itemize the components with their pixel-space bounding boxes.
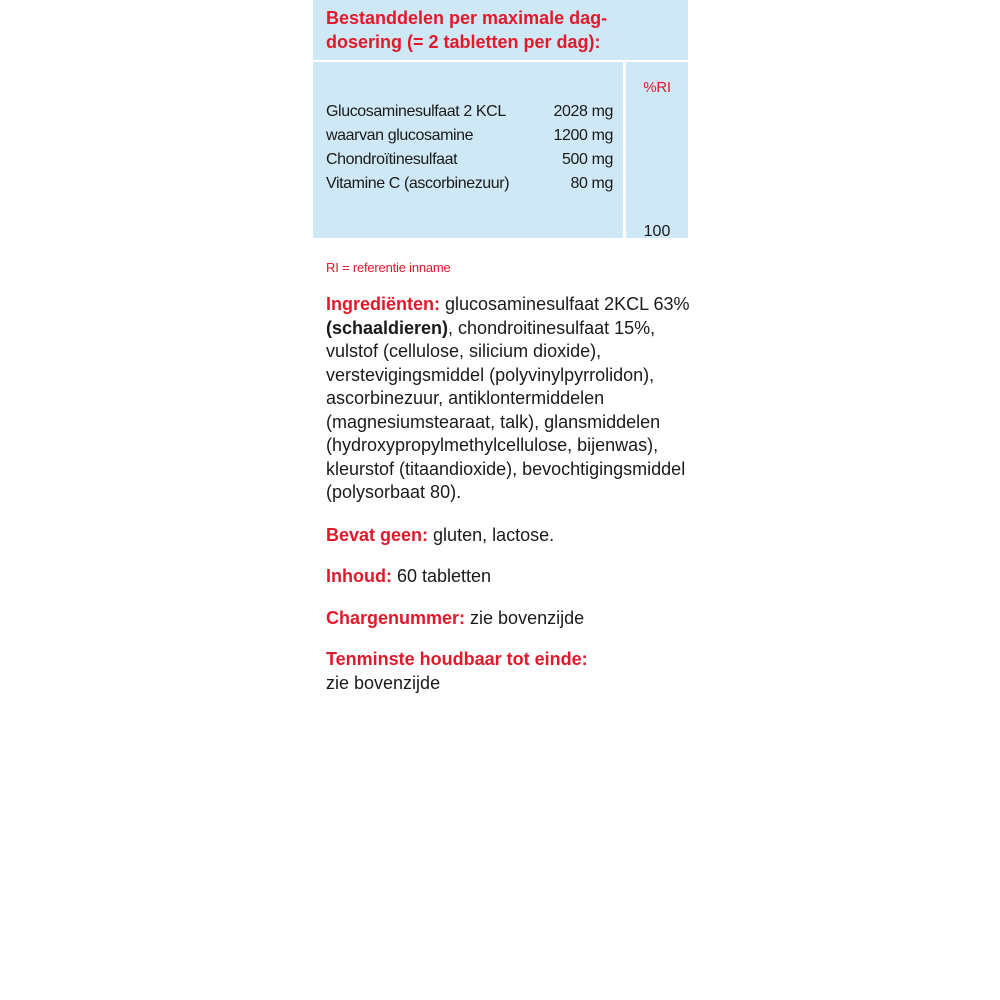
- row-amount: 500 mg: [562, 151, 613, 168]
- row-name: Glucosaminesulfaat 2 KCL: [326, 103, 506, 120]
- ingredients-section: [326, 293, 691, 505]
- ri-value: [626, 196, 688, 220]
- houdbaar-value: zie bovenzijde: [326, 672, 441, 693]
- row-amount: 1200 mg: [553, 127, 613, 144]
- row-name: waarvan glucosamine: [326, 127, 474, 144]
- houdbaar-section: [326, 648, 691, 695]
- table-row: [326, 148, 613, 172]
- table-row: [326, 172, 613, 196]
- bevat-geen-value: gluten, lactose.: [428, 524, 555, 545]
- nutrition-table: [313, 62, 688, 238]
- ri-column: [626, 62, 688, 238]
- bevat-geen-label: Bevat geen:: [326, 524, 429, 545]
- table-row: [326, 100, 613, 124]
- ingredients-text-1: glucosaminesulfaat 2KCL 63%: [440, 294, 690, 314]
- chargenummer-section: [326, 607, 691, 631]
- inhoud-value: 60 tabletten: [391, 566, 492, 586]
- allergen-text: (schaaldieren): [326, 317, 449, 338]
- row-amount: 2028 mg: [553, 103, 613, 120]
- inhoud-label: Inhoud:: [326, 566, 392, 586]
- chargenummer-value: zie bovenzijde: [465, 607, 585, 628]
- ri-column-header: %RI: [643, 79, 671, 96]
- table-row: [326, 124, 613, 148]
- ingredients-text-2: , chondroitinesulfaat 15%, vulstof (cellulose, silicium dioxide), verstevigingsmiddel (polyvinylpyrrolidon), ascorbinezuur, antiklontermiddelen (magnesiumstearaat, talk), glansmiddelen (hydroxypropylmethylcellulose, bijenwas), kleurstof (titaandioxide), bevochtigingsmiddel (polysorbaat 80).: [326, 317, 686, 502]
- ri-value: [626, 172, 688, 196]
- nutrition-header: [313, 0, 688, 62]
- nutrition-table-main: [313, 62, 626, 238]
- ri-values: [626, 148, 688, 244]
- houdbaar-label: Tenminste houdbaar tot einde:: [326, 649, 588, 669]
- ri-value: 100: [643, 223, 671, 240]
- bevat-geen-section: [326, 524, 691, 548]
- row-amount: 80 mg: [570, 175, 613, 192]
- product-label: [313, 0, 688, 695]
- nutrition-title-line-1: Bestanddelen per maximale dag-: [326, 8, 608, 28]
- row-name: Chondroïtinesulfaat: [326, 151, 458, 168]
- inhoud-section: [326, 565, 691, 589]
- ingredients-label: Ingrediënten:: [326, 294, 441, 314]
- nutrition-title-line-2: dosering (= 2 tabletten per dag):: [326, 32, 601, 52]
- row-name: Vitamine C (ascorbinezuur): [326, 175, 510, 192]
- ri-footnote: RI = referentie inname: [326, 260, 451, 275]
- chargenummer-label: Chargenummer:: [326, 607, 466, 628]
- ri-value: [626, 148, 688, 172]
